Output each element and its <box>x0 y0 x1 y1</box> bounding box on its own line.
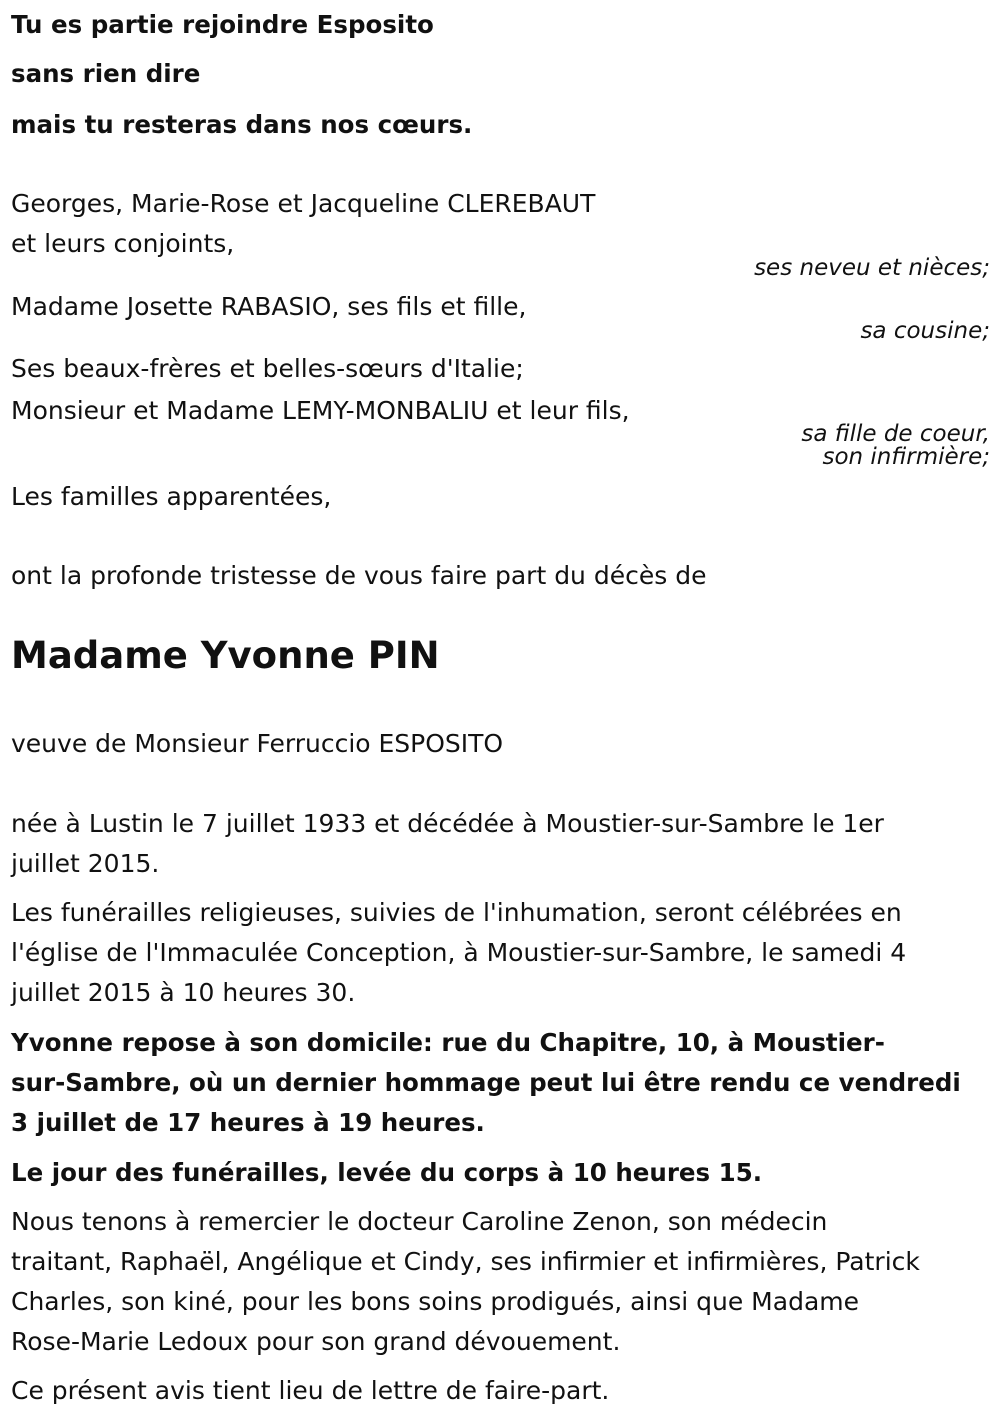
family-related: Les familles apparentées, <box>11 482 332 511</box>
procession-text: Le jour des funérailles, levée du corps à 10 heures 15. <box>11 1158 763 1187</box>
relation-nephews-nieces: ses neveu et nièces; <box>754 255 990 281</box>
family-lemy-monbaliu: Monsieur et Madame LEMY-MONBALIU et leur fils, <box>11 396 630 425</box>
announcement-text: ont la profonde tristesse de vous faire part du décès de <box>11 561 707 590</box>
relation-daughter-of-heart: sa fille de coeur, <box>801 421 990 447</box>
visitation-line-3: 3 juillet de 17 heures à 19 heures. <box>11 1108 485 1137</box>
visitation-line-1: Yvonne repose à son domicile: rue du Chapitre, 10, à Moustier- <box>11 1028 885 1057</box>
funeral-line-3: juillet 2015 à 10 heures 30. <box>11 978 356 1007</box>
closing-text: Ce présent avis tient lieu de lettre de faire-part. <box>11 1376 610 1405</box>
poem-line-2: sans rien dire <box>11 59 201 88</box>
deceased-name: Madame Yvonne PIN <box>11 634 440 677</box>
birth-death-line-1: née à Lustin le 7 juillet 1933 et décédée à Moustier-sur-Sambre le 1er <box>11 809 884 838</box>
relation-cousin: sa cousine; <box>860 318 990 344</box>
thanks-line-1: Nous tenons à remercier le docteur Caroline Zenon, son médecin <box>11 1207 828 1236</box>
family-clerebaut-line-1: Georges, Marie-Rose et Jacqueline CLEREBAUT <box>11 189 596 218</box>
thanks-line-2: traitant, Raphaël, Angélique et Cindy, ses infirmier et infirmières, Patrick <box>11 1247 920 1276</box>
relation-nurse: son infirmière; <box>822 444 990 470</box>
birth-death-line-2: juillet 2015. <box>11 849 160 878</box>
widow-of: veuve de Monsieur Ferruccio ESPOSITO <box>11 729 504 758</box>
family-clerebaut-line-2: et leurs conjoints, <box>11 229 235 258</box>
visitation-line-2: sur-Sambre, où un dernier hommage peut lui être rendu ce vendredi <box>11 1068 961 1097</box>
family-rabasio: Madame Josette RABASIO, ses fils et fille, <box>11 292 527 321</box>
poem-line-3: mais tu resteras dans nos cœurs. <box>11 110 473 139</box>
funeral-line-1: Les funérailles religieuses, suivies de l'inhumation, seront célébrées en <box>11 898 902 927</box>
thanks-line-4: Rose-Marie Ledoux pour son grand dévouement. <box>11 1327 621 1356</box>
family-italy-in-laws: Ses beaux-frères et belles-sœurs d'Italie; <box>11 354 524 383</box>
poem-line-1: Tu es partie rejoindre Esposito <box>11 10 434 39</box>
funeral-line-2: l'église de l'Immaculée Conception, à Moustier-sur-Sambre, le samedi 4 <box>11 938 907 967</box>
thanks-line-3: Charles, son kiné, pour les bons soins prodigués, ainsi que Madame <box>11 1287 859 1316</box>
